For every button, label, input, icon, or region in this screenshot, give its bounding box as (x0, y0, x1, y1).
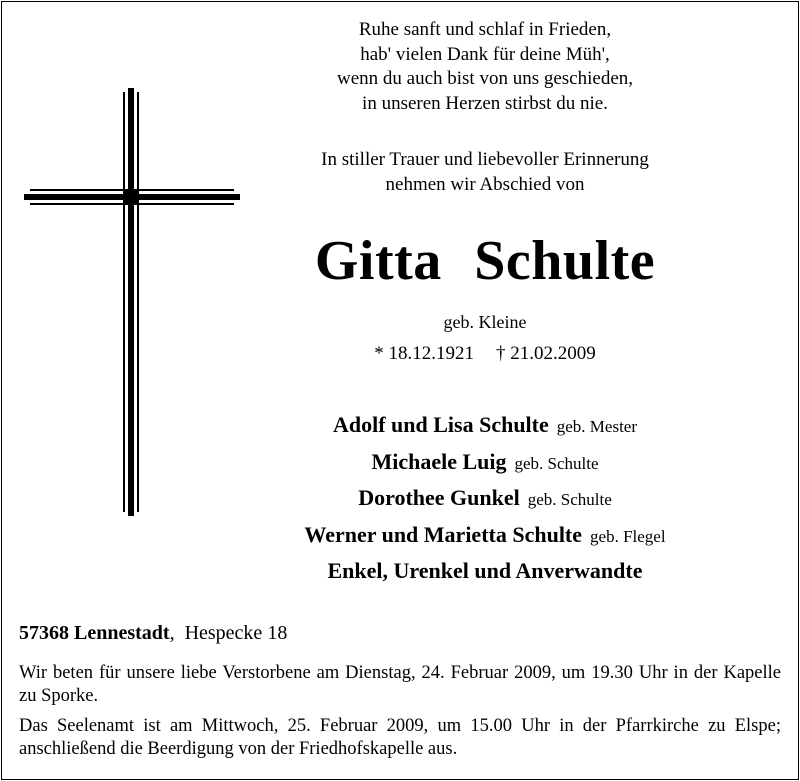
deceased-last-name: Schulte (474, 230, 656, 292)
mourner-birth-name: geb. Schulte (527, 490, 612, 509)
address-street: Hespecke 18 (184, 622, 288, 644)
intro-text (230, 148, 740, 197)
poem-line: Ruhe sanft und schlaf in Frieden, (358, 19, 612, 40)
requiem-notice: Das Seelenamt ist am Mittwoch, 25. Februar 2009, um 15.00 Uhr in der Pfarrkirche zu Elspe; anschließend die Beerdigung von der Friedhofskapelle aus. (19, 716, 781, 759)
life-dates (230, 342, 740, 366)
mourner-name: Enkel, Urenkel und Anverwandte (327, 558, 643, 583)
address (19, 620, 287, 646)
mourner-entry (230, 407, 740, 444)
intro-line: In stiller Trauer und liebevoller Erinnerung (321, 149, 649, 170)
mourner-birth-name: geb. Flegel (590, 526, 666, 546)
prayer-notice: Wir beten für unsere liebe Verstorbene am Dienstag, 24. Februar 2009, um 19.30 Uhr in der Kapelle zu Sporke. (19, 663, 781, 706)
mourner-birth-name: geb. Schulte (514, 453, 599, 473)
poem-line: in unseren Herzen stirbst du nie. (362, 92, 608, 114)
birth-date: * 18.12.1921 (374, 343, 474, 364)
mourner-name: Adolf und Lisa Schulte (332, 412, 549, 437)
mourner-entry (230, 480, 740, 517)
deceased-first-name: Gitta (314, 230, 442, 292)
poem-line: wenn du auch bist von uns geschieden, (336, 68, 634, 89)
poem-line: hab' vielen Dank für deine Müh', (360, 43, 610, 65)
mourner-entry (230, 553, 740, 590)
mourner-name: Dorothee Gunkel (358, 485, 520, 510)
address-separator: , (169, 622, 175, 644)
deceased-name (230, 226, 740, 296)
mourner-name: Werner und Marietta Schulte (304, 521, 583, 547)
mourners-list (230, 407, 740, 590)
intro-line: nehmen wir Abschied von (385, 173, 585, 195)
deceased-maiden-name: geb. Kleine (443, 312, 527, 332)
mourner-entry (230, 444, 740, 481)
poem (230, 18, 740, 116)
address-city: 57368 Lennestadt (19, 622, 170, 644)
death-date: † 21.02.2009 (496, 343, 596, 364)
mourner-birth-name: geb. Mester (556, 417, 638, 436)
cross-icon (20, 88, 244, 516)
mourner-name: Michaele Luig (371, 448, 507, 474)
mourner-entry (230, 517, 740, 554)
